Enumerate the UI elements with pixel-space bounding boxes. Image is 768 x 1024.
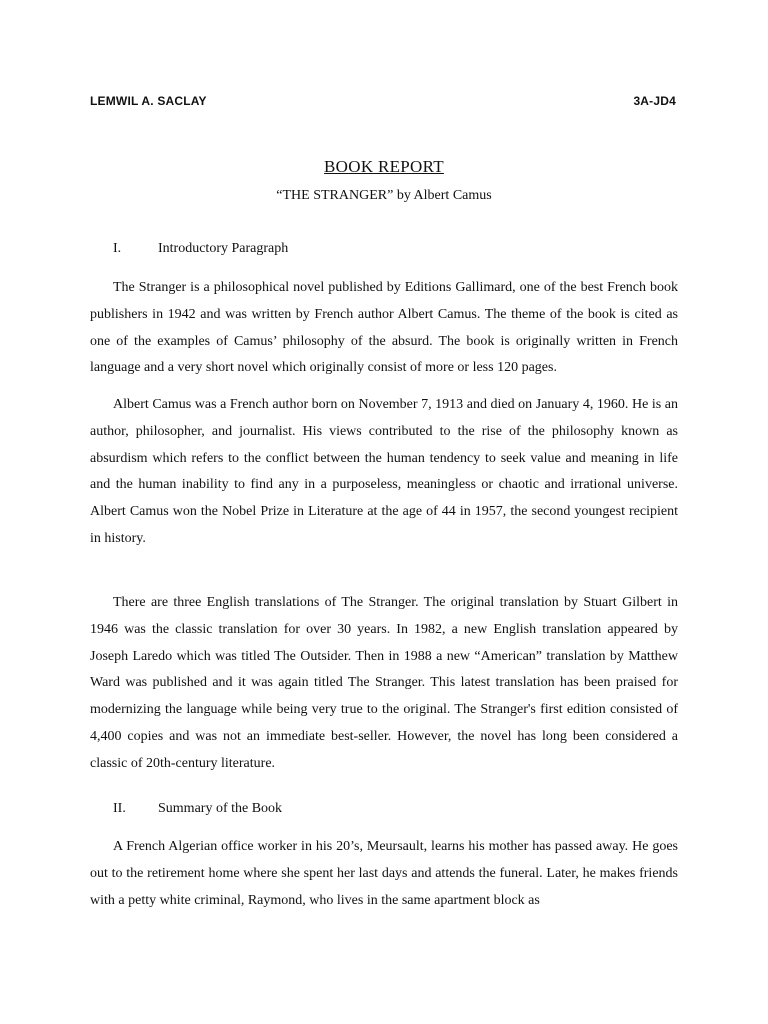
- report-subtitle: “THE STRANGER” by Albert Camus: [276, 188, 492, 203]
- report-title: BOOK REPORT: [324, 157, 444, 176]
- section-title: Introductory Paragraph: [158, 241, 289, 256]
- paragraph-intro-1: The Stranger is a philosophical novel published by Editions Gallimard, one of the best French book publishers in 1942 and was written by French author Albert Camus. The theme of the book is cited as one of the examples of Camus’ philosophy of the absurd. The book is originally written in French language and a very short novel which originally consist of more or less 120 pages.: [90, 280, 678, 376]
- paragraph-intro-2: Albert Camus was a French author born on November 7, 1913 and died on January 4, 1960. He is an author, philosopher, and journalist. His views contributed to the rise of the philosophy known as absurdism which refers to the conflict between the human tendency to seek value and meaning in life and the human inability to find any in a purposeless, meaningless or chaotic and irrational universe. Albert Camus won the Nobel Prize in Literature at the age of 44 in 1957, the second youngest recipient in history.: [90, 397, 678, 546]
- author-name: LEMWIL A. SACLAY: [90, 94, 207, 108]
- section-heading-introductory: [113, 241, 288, 257]
- class-section: 3A-JD4: [633, 94, 676, 108]
- paragraph-intro-3: There are three English translations of The Stranger. The original translation by Stuart Gilbert in 1946 was the classic translation for over 30 years. In 1982, a new English translation appeared by Joseph Laredo which was titled The Outsider. Then in 1988 a new “American” translation by Matthew Ward was published and it was again titled The Stranger. This latest translation has been praised for modernizing the language while being very true to the original. The Stranger's first edition consisted of 4,400 copies and was not an immediate best-seller. However, the novel has long been considered a classic of 20th-century literature.: [90, 595, 678, 771]
- section-title: Summary of the Book: [158, 801, 283, 816]
- section-number: I.: [113, 241, 122, 256]
- section-heading-summary: [113, 801, 282, 817]
- paragraph-summary-1: A French Algerian office worker in his 20’s, Meursault, learns his mother has passed away. He goes out to the retirement home where she spent her last days and attends the funeral. Later, he makes friends with a petty white criminal, Raymond, who lives in the same apartment block as: [90, 839, 678, 908]
- section-number: II.: [113, 801, 126, 816]
